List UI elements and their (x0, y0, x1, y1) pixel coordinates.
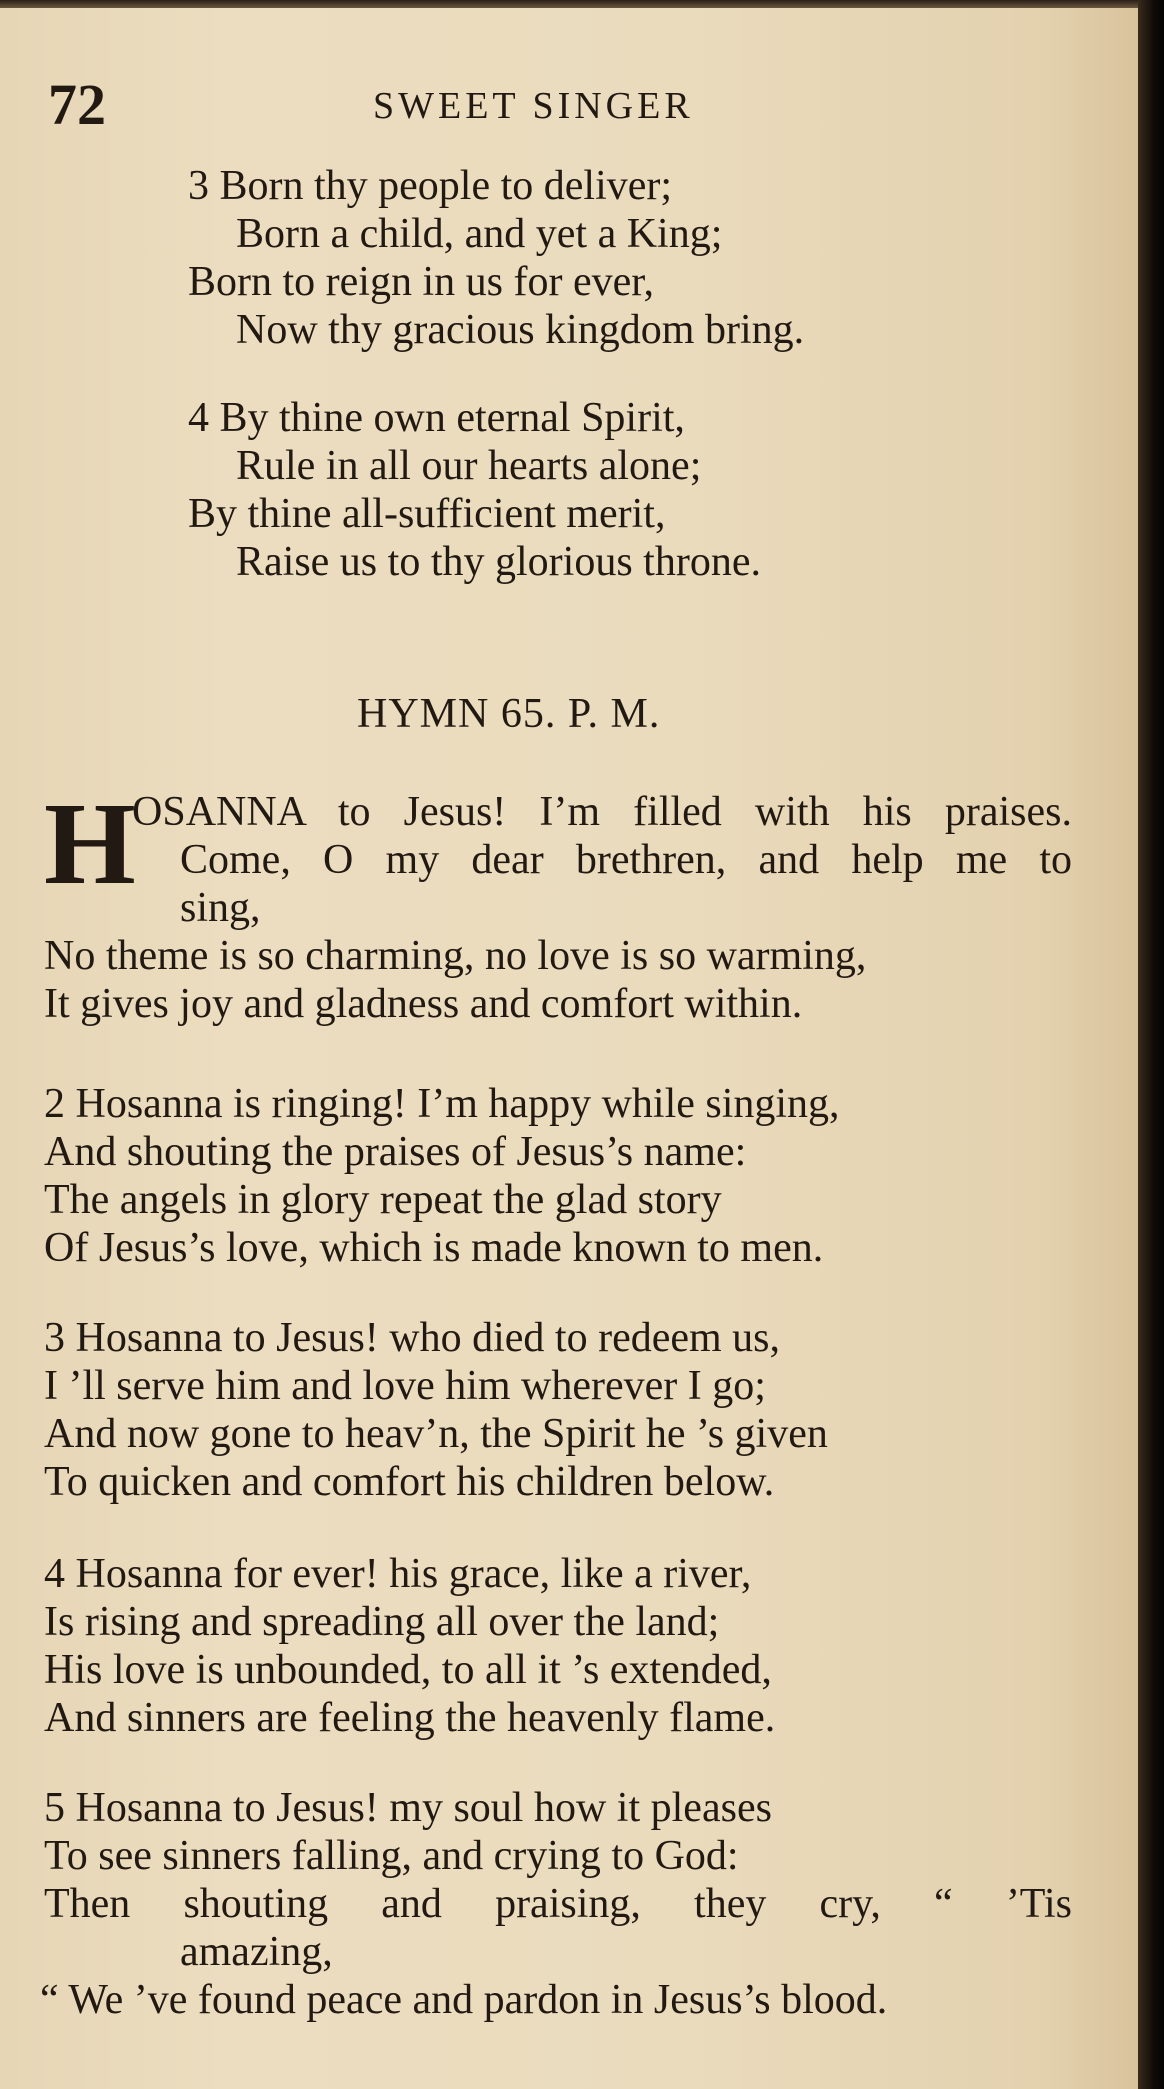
verse-line: 4 Hosanna for ever! his grace, like a river, (44, 1551, 752, 1597)
verse-line: 2 Hosanna is ringing! I’m happy while singing, (44, 1081, 840, 1127)
verse-line: 5 Hosanna to Jesus! my soul how it pleases (44, 1785, 772, 1831)
verse-line: OSANNA to Jesus! I’m filled with his praises. (132, 789, 1072, 835)
page-header (48, 70, 1068, 140)
verse-line: By thine all-sufficient merit, (188, 491, 666, 537)
verse-line: Then shouting and praising, they cry, “ ’Tis (44, 1881, 1072, 1927)
page-number: 72 (48, 72, 106, 137)
verse-line: I ’ll serve him and love him wherever I go; (44, 1363, 766, 1409)
verse-line: And sinners are feeling the heavenly flame. (44, 1695, 776, 1741)
drop-cap: H (44, 778, 136, 909)
verse-line: Rule in all our hearts alone; (236, 443, 702, 489)
verse-line: amazing, (180, 1929, 333, 1975)
page-top-edge (0, 0, 1164, 8)
verse-line: Of Jesus’s love, which is made known to men. (44, 1225, 824, 1271)
verse-line: sing, (180, 885, 261, 931)
verse-line: No theme is so charming, no love is so warming, (44, 933, 867, 979)
verse-line: Come, O my dear brethren, and help me to (180, 837, 1072, 883)
verse-line: To see sinners falling, and crying to God: (44, 1833, 739, 1879)
verse-line: 3 Born thy people to deliver; (188, 163, 673, 209)
verse-line: Raise us to thy glorious throne. (236, 539, 761, 585)
verse-line: Is rising and spreading all over the land; (44, 1599, 720, 1645)
verse-line: His love is unbounded, to all it ’s extended, (44, 1647, 772, 1693)
verse-line: And shouting the praises of Jesus’s name: (44, 1129, 747, 1175)
running-title: SWEET SINGER (373, 85, 694, 127)
book-spine-shadow (1138, 0, 1164, 2089)
verse-line: And now gone to heav’n, the Spirit he ’s given (44, 1411, 828, 1457)
verse-line: 4 By thine own eternal Spirit, (188, 395, 685, 441)
verse-line: The angels in glory repeat the glad story (44, 1177, 722, 1223)
verse-line: To quicken and comfort his children below. (44, 1459, 775, 1505)
verse-line: “ We ’ve found peace and pardon in Jesus’s blood. (40, 1977, 888, 2023)
verse-line: Born a child, and yet a King; (236, 211, 723, 257)
verse-line: Born to reign in us for ever, (188, 259, 655, 305)
book-page (0, 8, 1138, 2089)
verse-line: It gives joy and gladness and comfort within. (44, 981, 803, 1027)
verse-line: 3 Hosanna to Jesus! who died to redeem us, (44, 1315, 781, 1361)
hymn-title: HYMN 65. P. M. (357, 691, 661, 737)
verse-line: Now thy gracious kingdom bring. (236, 307, 805, 353)
